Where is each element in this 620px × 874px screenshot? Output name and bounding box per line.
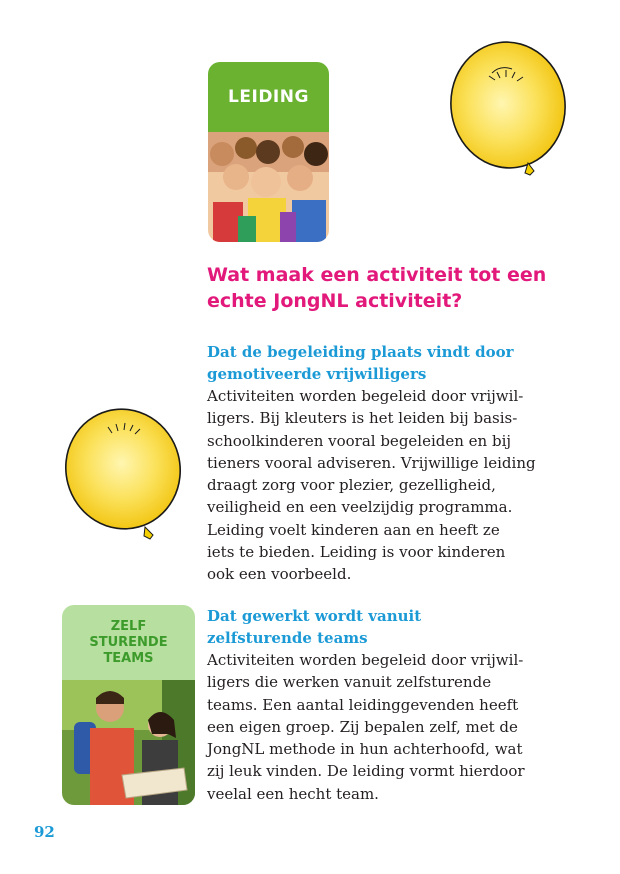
section-heading-line: zelfsturende teams [207, 629, 368, 647]
hikers-photo [62, 680, 195, 805]
body-line: draagt zorg voor plezier, gezelligheid, [207, 476, 496, 495]
section-heading-line: Dat de begeleiding plaats vindt door [207, 343, 514, 361]
section-body [207, 385, 567, 586]
group-of-young-people-image [208, 132, 329, 242]
body-line: zij leuk vinden. De leiding vormt hierdoor [207, 762, 525, 781]
body-line: veelal een hecht team. [207, 784, 379, 803]
page-title [207, 262, 567, 314]
leiding-card-header [208, 62, 329, 132]
section-heading [207, 605, 567, 649]
zelfsturende-card-header [62, 605, 195, 680]
leiding-card-label: LEIDING [228, 87, 309, 107]
body-line: een eigen groep. Zij bepalen zelf, met de [207, 717, 518, 736]
zelfsturende-teams-card [62, 605, 195, 805]
body-line: iets te bieden. Leiding is voor kinderen [207, 543, 506, 562]
zelfsturende-card-label-line: ZELF [110, 618, 147, 634]
zelfsturende-card-label-line: TEAMS [103, 650, 154, 666]
body-line: tieners vooral adviseren. Vrijwillige leiding [207, 453, 536, 472]
hikers-with-map-image [62, 680, 195, 805]
page-title-line-2: echte JongNL activiteit? [207, 290, 463, 312]
section-heading-line: gemotiveerde vrijwilligers [207, 365, 427, 383]
page-number: 92 [34, 823, 55, 841]
zelfsturende-card-label-line: STURENDE [89, 634, 168, 650]
section-heading-line: Dat gewerkt wordt vanuit [207, 607, 422, 625]
section-begeleiding [207, 341, 567, 586]
page-title-line-1: Wat maak een activiteit tot een [207, 264, 547, 286]
body-line: schoolkinderen vooral begeleiden en bij [207, 431, 512, 450]
body-line: ligers. Bij kleuters is het leiden bij basis- [207, 409, 518, 428]
leiding-card [208, 62, 329, 242]
body-line: Leiding voelt kinderen aan en heeft ze [207, 520, 500, 539]
section-heading [207, 341, 567, 385]
leiding-group-photo [208, 132, 329, 242]
body-line: ligers die werken vanuit zelfsturende [207, 673, 492, 692]
section-zelfsturende-teams [207, 605, 567, 805]
body-line: Activiteiten worden begeleid door vrijwil- [207, 387, 524, 405]
section-body [207, 649, 567, 805]
yellow-balloon-top-right [440, 35, 580, 180]
body-line: JongNL methode in hun achterhoofd, wat [207, 740, 523, 759]
body-line: teams. Een aantal leidinggevenden heeft [207, 695, 519, 714]
yellow-balloon-left [60, 405, 190, 555]
body-line: ook een voorbeeld. [207, 565, 352, 584]
body-line: Activiteiten worden begeleid door vrijwil- [207, 651, 524, 669]
body-line: veiligheid en een veelzijdig programma. [207, 498, 513, 517]
